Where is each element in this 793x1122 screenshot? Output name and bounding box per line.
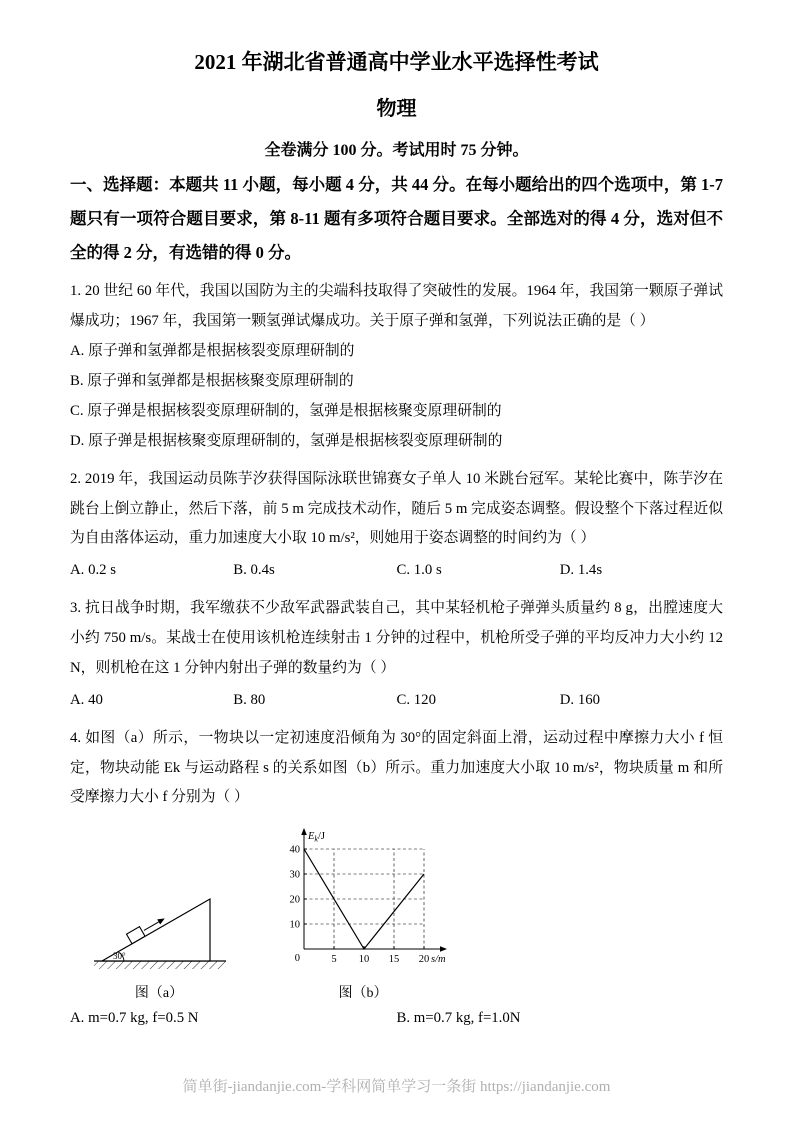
question-3-option-d: D. 160 [559,691,601,708]
exam-info: 全卷满分 100 分。考试用时 75 分钟。 [264,142,529,159]
question-2-text: 2. 2019 年，我国运动员陈芋汐获得国际泳联世锦赛女子单人 10 米跳台冠军。某轮比赛中，陈芋汐在跳台上倒立静止，然后下落，前 5 m 完成技术动作，随后 5 m 完成姿态调整。假设整个下落过程近似为自由落体运动，重力加速度大小取 10 m/s²，则她用于姿态调整的时间约为（ ） [70,470,723,547]
question-1-option-c: C. 原子弹是根据核裂变原理研制的，氢弹是根据核聚变原理研制的 [70,402,502,419]
exam-subject: 物理 [376,98,417,120]
question-3-option-a: A. 40 [70,691,103,708]
svg-text:s/m: s/m [431,954,446,966]
svg-text:0: 0 [294,953,300,965]
question-4-figures [84,825,723,1002]
question-2-option-d: D. 1.4s [559,562,603,579]
ground-hatch [94,961,226,969]
fig-a-drawing [84,865,234,975]
question-3-option-b: B. 80 [233,691,266,708]
fig-b-chart [268,825,458,975]
figure-a [84,865,234,1002]
question-2-option-b: B. 0.4s [233,562,275,579]
svg-text:10: 10 [358,954,370,966]
section-header: 一、选择题：本题共 11 小题，每小题 4 分，共 44 分。在每小题给出的四个选项中，第 1-7 题只有一项符合题目要求，第 8-11 题有多项符合题目要求。全部选对的得 4 分，选对但不全的得 2 分，有选错的得 0 分。 [70,175,723,262]
question-1-option-d: D. 原子弹是根据核聚变原理研制的，氢弹是根据核裂变原理研制的 [70,432,503,449]
svg-text:20: 20 [289,894,300,906]
question-4-option-a: A. m=0.7 kg, f=0.5 N [70,1010,199,1027]
question-4-text: 4. 如图（a）所示，一物块以一定初速度沿倾角为 30°的固定斜面上滑，运动过程中摩擦力大小 f 恒定，物块动能 Ek 与运动路程 s 的关系如图（b）所示。重力加速度大小取 10 m/s²，物块质量 m 和所受摩擦力大小 f 分别为（ ） [70,729,723,806]
svg-text:15: 15 [388,954,400,966]
svg-text:40: 40 [289,844,300,856]
svg-text:5: 5 [331,954,337,966]
question-1-text: 1. 20 世纪 60 年代，我国以国防为主的尖端科技取得了突破性的发展。1964 年，我国第一颗原子弹试爆成功；1967 年，我国第一颗氢弹试爆成功。关于原子弹和氢弹，下列说法正确的是（ ） [70,283,723,330]
fig-b-label: 图（b） [338,986,388,1002]
fig-a-label: 图（a） [134,986,184,1002]
question-1-option-b: B. 原子弹和氢弹都是根据核聚变原理研制的 [70,373,354,390]
question-3-options [70,686,723,716]
velocity-arrowhead [157,916,166,925]
question-2 [70,465,723,587]
exam-title: 2021 年湖北省普通高中学业水平选择性考试 [194,50,599,74]
angle-label: 30° [113,951,126,962]
figure-b [268,825,458,1002]
question-2-options [70,556,723,586]
question-2-option-a: A. 0.2 s [70,562,117,579]
footer-watermark: 简单街-jiandanjie.com-学科网简单学习一条街 https://jiandanjie.com [182,1079,611,1095]
question-3-option-c: C. 120 [396,691,436,708]
svg-text:Ek/J: $E_k/J$ [308,831,325,844]
question-1 [70,277,723,456]
question-3 [70,594,723,716]
question-2-option-c: C. 1.0 s [396,562,442,579]
svg-text:10: 10 [289,919,300,931]
svg-text:30: 30 [289,869,300,881]
question-4 [70,724,723,1035]
question-4-options [70,1004,723,1034]
svg-text:20: 20 [418,954,430,966]
question-3-text: 3. 抗日战争时期，我军缴获不少敌军武器武装自己，其中某轻机枪子弹弹头质量约 8 g，出膛速度大小约 750 m/s。某战士在使用该机枪连续射击 1 分钟的过程中，机枪所受子弹的平均反冲力大小约 12 N，则机枪在这 1 分钟内射出子弹的数量约为（ ） [70,600,723,676]
question-1-option-a: A. 原子弹和氢弹都是根据核裂变原理研制的 [70,343,355,360]
question-4-option-b: B. m=0.7 kg, f=1.0N [396,1010,521,1027]
